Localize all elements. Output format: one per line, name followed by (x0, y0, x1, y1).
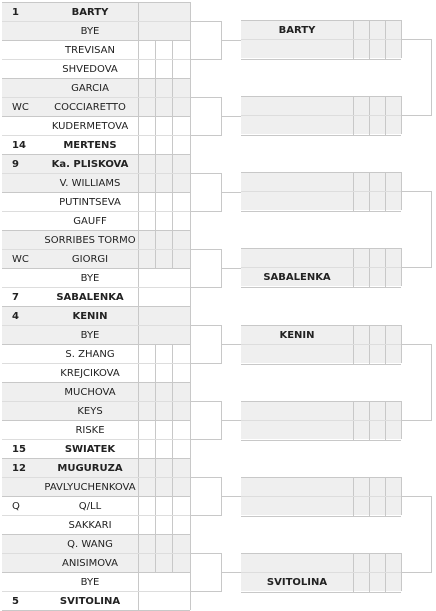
score-cell-1 (138, 459, 140, 478)
player-row (2, 135, 190, 155)
connector-line (190, 59, 222, 60)
score-cell-1 (138, 516, 140, 535)
r2-row (241, 248, 401, 268)
score-cell-1 (138, 117, 140, 136)
score-cell-3 (172, 231, 174, 250)
player-row (2, 268, 190, 288)
connector-line (190, 515, 222, 516)
score-cell-2 (155, 497, 157, 516)
r2-match (241, 401, 401, 439)
r2-score-cell-3 (385, 116, 387, 135)
r2-score-cell-2 (369, 268, 371, 287)
player-name: Q. WANG (67, 539, 113, 550)
player-name: ANISIMOVA (62, 558, 118, 569)
connector-line (221, 268, 241, 269)
r2-score-cell-2 (369, 554, 371, 573)
r1-match (2, 154, 190, 192)
r2-row (241, 325, 401, 345)
score-cell-3 (172, 459, 174, 478)
connector-line (190, 173, 222, 174)
connector-line (221, 344, 241, 345)
r2-score-cell-2 (369, 249, 371, 268)
r1-match (2, 116, 190, 154)
score-cell-1 (138, 269, 140, 288)
player-name: BARTY (71, 7, 109, 18)
player-row (2, 553, 190, 573)
player-row (2, 401, 190, 421)
connector-line (190, 97, 222, 98)
player-row (2, 325, 190, 345)
r2-score-cell-2 (369, 497, 371, 516)
score-cell-1 (138, 421, 140, 440)
score-cell-3 (172, 421, 174, 440)
score-cell-1 (138, 326, 140, 345)
player-row (2, 21, 190, 41)
connector-line (190, 477, 222, 478)
score-cell-2 (155, 516, 157, 535)
player-row (2, 97, 190, 117)
connector-line (401, 496, 431, 497)
r1-match (2, 40, 190, 78)
player-name: SHVEDOVA (62, 64, 118, 75)
score-cell-3 (172, 478, 174, 497)
r1-match (2, 572, 190, 611)
player-name: GAUFF (73, 216, 107, 227)
score-cell-3 (172, 440, 174, 459)
player-name: PUTINTSEVA (59, 197, 121, 208)
r1-match (2, 2, 190, 40)
r2-score-cell-1 (353, 421, 355, 440)
connector-line (190, 363, 222, 364)
score-cell-1 (138, 212, 140, 231)
score-cell-2 (155, 193, 157, 212)
r2-score-cell-3 (385, 421, 387, 440)
score-cell-2 (155, 79, 157, 98)
r2-score-cell-1 (353, 345, 355, 364)
r2-player-name: SVITOLINA (266, 577, 328, 588)
r2-row (241, 172, 401, 192)
r2-score-cell-2 (369, 40, 371, 59)
score-cell-3 (172, 79, 174, 98)
connector-line (401, 39, 431, 40)
r1-match (2, 306, 190, 344)
player-name: COCCIARETTO (54, 102, 126, 113)
score-cell-3 (172, 402, 174, 421)
score-cell-2 (155, 440, 157, 459)
player-seed: 1 (12, 7, 19, 18)
score-cell-3 (172, 174, 174, 193)
connector-line (190, 439, 222, 440)
score-cell-1 (138, 155, 140, 174)
r2-score-cell-2 (369, 192, 371, 211)
player-row (2, 192, 190, 212)
r2-score-cell-1 (353, 173, 355, 192)
r2-match (241, 553, 401, 591)
player-row (2, 572, 190, 592)
player-row (2, 515, 190, 535)
score-cell-2 (155, 155, 157, 174)
score-cell-2 (155, 174, 157, 193)
r2-score-cell-3 (385, 573, 387, 592)
score-cell-1 (138, 136, 140, 155)
score-cell-1 (138, 364, 140, 383)
r2-score-cell-3 (385, 402, 387, 421)
r2-score-cell-3 (385, 345, 387, 364)
r2-score-cell-1 (353, 40, 355, 59)
connector-line (221, 40, 241, 41)
score-cell-1 (138, 440, 140, 459)
score-cell-2 (155, 250, 157, 269)
r2-row (241, 401, 401, 421)
connector-line (190, 211, 222, 212)
player-row (2, 59, 190, 79)
player-row (2, 40, 190, 60)
score-cell-2 (155, 478, 157, 497)
r2-score-cell-3 (385, 478, 387, 497)
r1-match (2, 230, 190, 268)
connector-line (401, 572, 431, 573)
r2-row (241, 20, 401, 40)
score-cell-3 (172, 136, 174, 155)
r2-row (241, 553, 401, 573)
player-row (2, 78, 190, 98)
player-row (2, 306, 190, 326)
score-cell-3 (172, 497, 174, 516)
connector-line (401, 115, 431, 116)
r1-match (2, 78, 190, 116)
connector-line (190, 591, 222, 592)
player-name: SABALENKA (56, 292, 124, 303)
score-cell-3 (172, 60, 174, 79)
player-name: S. ZHANG (65, 349, 115, 360)
r2-score-cell-2 (369, 573, 371, 592)
score-cell-1 (138, 288, 140, 307)
r2-score-cell-1 (353, 554, 355, 573)
score-cell-1 (138, 98, 140, 117)
r2-score-cell-3 (385, 554, 387, 573)
score-cell-3 (172, 41, 174, 60)
score-cell-3 (172, 364, 174, 383)
r2-match (241, 325, 401, 363)
r1-match (2, 496, 190, 534)
player-row (2, 477, 190, 497)
player-name: MUCHOVA (64, 387, 116, 398)
connector-line (190, 553, 222, 554)
player-row (2, 249, 190, 269)
score-cell-2 (155, 535, 157, 554)
player-name: BYE (80, 26, 100, 37)
player-row (2, 420, 190, 440)
score-cell-1 (138, 535, 140, 554)
player-seed: 5 (12, 596, 19, 607)
connector-line (401, 344, 431, 345)
r2-match (241, 477, 401, 515)
player-row (2, 2, 190, 22)
r2-row (241, 267, 401, 288)
score-cell-2 (155, 60, 157, 79)
score-cell-1 (138, 573, 140, 592)
r2-player-name: BARTY (278, 25, 316, 36)
r2-score-cell-1 (353, 478, 355, 497)
r2-row (241, 344, 401, 365)
r2-score-cell-2 (369, 478, 371, 497)
connector-line (221, 420, 241, 421)
player-row (2, 496, 190, 516)
r1-match (2, 458, 190, 496)
r1-match (2, 420, 190, 458)
player-row (2, 287, 190, 307)
player-row (2, 211, 190, 231)
score-cell-2 (155, 212, 157, 231)
score-cell-2 (155, 136, 157, 155)
connector-line (221, 116, 241, 117)
player-row (2, 230, 190, 250)
r2-player-name: KENIN (279, 330, 315, 341)
player-name: BYE (80, 273, 100, 284)
player-name: SORRIBES TORMO (44, 235, 136, 246)
r2-score-cell-1 (353, 97, 355, 116)
score-cell-1 (138, 402, 140, 421)
player-row (2, 116, 190, 136)
connector-line (431, 496, 432, 573)
score-cell-1 (138, 193, 140, 212)
score-cell-2 (155, 117, 157, 136)
r2-score-cell-1 (353, 116, 355, 135)
connector-line (221, 572, 241, 573)
r2-match (241, 248, 401, 286)
player-row (2, 534, 190, 554)
r2-score-cell-2 (369, 326, 371, 345)
r2-score-cell-3 (385, 40, 387, 59)
player-row (2, 591, 190, 611)
r2-score-cell-1 (353, 192, 355, 211)
player-name: KEYS (77, 406, 103, 417)
score-cell-1 (138, 478, 140, 497)
score-cell-2 (155, 231, 157, 250)
score-cell-2 (155, 41, 157, 60)
player-name: MUGURUZA (57, 463, 123, 474)
player-name: PAVLYUCHENKOVA (44, 482, 136, 493)
score-cell-3 (172, 117, 174, 136)
r2-row (241, 96, 401, 116)
r2-row (241, 191, 401, 212)
r2-score-cell-2 (369, 345, 371, 364)
r2-match (241, 20, 401, 58)
score-cell-3 (172, 212, 174, 231)
r2-score-cell-1 (353, 21, 355, 40)
player-name: SWIATEK (64, 444, 116, 455)
r2-score-cell-3 (385, 497, 387, 516)
player-row (2, 363, 190, 383)
score-cell-3 (172, 155, 174, 174)
r2-score-cell-3 (385, 326, 387, 345)
connector-line (190, 325, 222, 326)
score-cell-2 (155, 554, 157, 573)
score-cell-2 (155, 383, 157, 402)
r2-score-cell-1 (353, 326, 355, 345)
player-name: KENIN (72, 311, 108, 322)
player-row (2, 382, 190, 402)
score-cell-3 (172, 383, 174, 402)
player-seed: 4 (12, 311, 19, 322)
player-seed: 9 (12, 159, 19, 170)
score-cell-1 (138, 3, 140, 22)
score-cell-1 (138, 250, 140, 269)
r1-match (2, 268, 190, 306)
score-cell-3 (172, 345, 174, 364)
score-cell-3 (172, 535, 174, 554)
player-seed: Q (12, 501, 20, 512)
player-name: V. WILLIAMS (59, 178, 121, 189)
r1-match (2, 382, 190, 420)
player-name: GIORGI (71, 254, 109, 265)
r2-row (241, 420, 401, 441)
score-cell-1 (138, 345, 140, 364)
connector-line (190, 249, 222, 250)
r2-score-cell-2 (369, 402, 371, 421)
r1-match (2, 534, 190, 572)
player-seed: WC (12, 102, 29, 113)
player-name: KUDERMETOVA (51, 121, 129, 132)
player-row (2, 154, 190, 174)
r2-score-cell-2 (369, 116, 371, 135)
player-name: Ka. PLISKOVA (51, 159, 129, 170)
r2-score-cell-1 (353, 268, 355, 287)
score-cell-3 (172, 98, 174, 117)
score-cell-2 (155, 421, 157, 440)
r2-row (241, 572, 401, 593)
player-seed: 14 (12, 140, 26, 151)
r2-row (241, 477, 401, 497)
r2-score-cell-1 (353, 573, 355, 592)
player-name: GARCIA (71, 83, 109, 94)
r2-score-cell-3 (385, 173, 387, 192)
score-cell-1 (138, 592, 140, 611)
score-cell-1 (138, 497, 140, 516)
score-cell-1 (138, 41, 140, 60)
connector-line (190, 135, 222, 136)
r2-score-cell-3 (385, 249, 387, 268)
player-seed: 7 (12, 292, 19, 303)
r2-score-cell-1 (353, 249, 355, 268)
player-row (2, 173, 190, 193)
r1-match (2, 344, 190, 382)
player-name: RISKE (75, 425, 105, 436)
player-name: SAKKARI (68, 520, 112, 531)
r2-row (241, 39, 401, 60)
r2-score-cell-1 (353, 402, 355, 421)
player-row (2, 344, 190, 364)
connector-line (431, 191, 432, 268)
score-cell-2 (155, 402, 157, 421)
score-cell-2 (155, 345, 157, 364)
connector-line (401, 267, 431, 268)
player-name: BYE (80, 330, 100, 341)
score-cell-1 (138, 383, 140, 402)
player-seed: 15 (12, 444, 26, 455)
connector-line (221, 496, 241, 497)
r1-match (2, 192, 190, 230)
player-seed: WC (12, 254, 29, 265)
score-cell-1 (138, 79, 140, 98)
r2-score-cell-3 (385, 97, 387, 116)
r2-player-name: SABALENKA (263, 272, 331, 283)
score-cell-1 (138, 231, 140, 250)
r2-score-cell-2 (369, 97, 371, 116)
r2-row (241, 496, 401, 517)
score-cell-1 (138, 174, 140, 193)
score-cell-3 (172, 250, 174, 269)
score-cell-2 (155, 459, 157, 478)
r2-score-cell-3 (385, 268, 387, 287)
r2-row (241, 115, 401, 136)
score-cell-3 (172, 193, 174, 212)
player-name: KREJCIKOVA (60, 368, 120, 379)
score-cell-1 (138, 554, 140, 573)
r2-score-cell-3 (385, 21, 387, 40)
connector-line (431, 39, 432, 116)
connector-line (190, 21, 222, 22)
r2-score-cell-2 (369, 21, 371, 40)
player-name: SVITOLINA (59, 596, 121, 607)
r2-match (241, 172, 401, 210)
score-cell-3 (172, 554, 174, 573)
r2-score-cell-3 (385, 192, 387, 211)
connector-line (190, 287, 222, 288)
player-name: Q/LL (78, 501, 102, 512)
player-row (2, 439, 190, 459)
score-cell-1 (138, 307, 140, 326)
connector-line (401, 191, 431, 192)
score-cell-3 (172, 516, 174, 535)
score-cell-1 (138, 60, 140, 79)
score-cell-2 (155, 364, 157, 383)
score-cell-2 (155, 98, 157, 117)
r2-score-cell-2 (369, 173, 371, 192)
r2-score-cell-1 (353, 497, 355, 516)
player-name: TREVISAN (64, 45, 116, 56)
r2-score-cell-2 (369, 421, 371, 440)
player-seed: 12 (12, 463, 26, 474)
connector-line (431, 344, 432, 421)
player-name: MERTENS (63, 140, 117, 151)
connector-line (221, 192, 241, 193)
player-row (2, 458, 190, 478)
connector-line (190, 401, 222, 402)
player-name: BYE (80, 577, 100, 588)
score-cell-1 (138, 22, 140, 41)
r2-match (241, 96, 401, 134)
connector-line (401, 420, 431, 421)
